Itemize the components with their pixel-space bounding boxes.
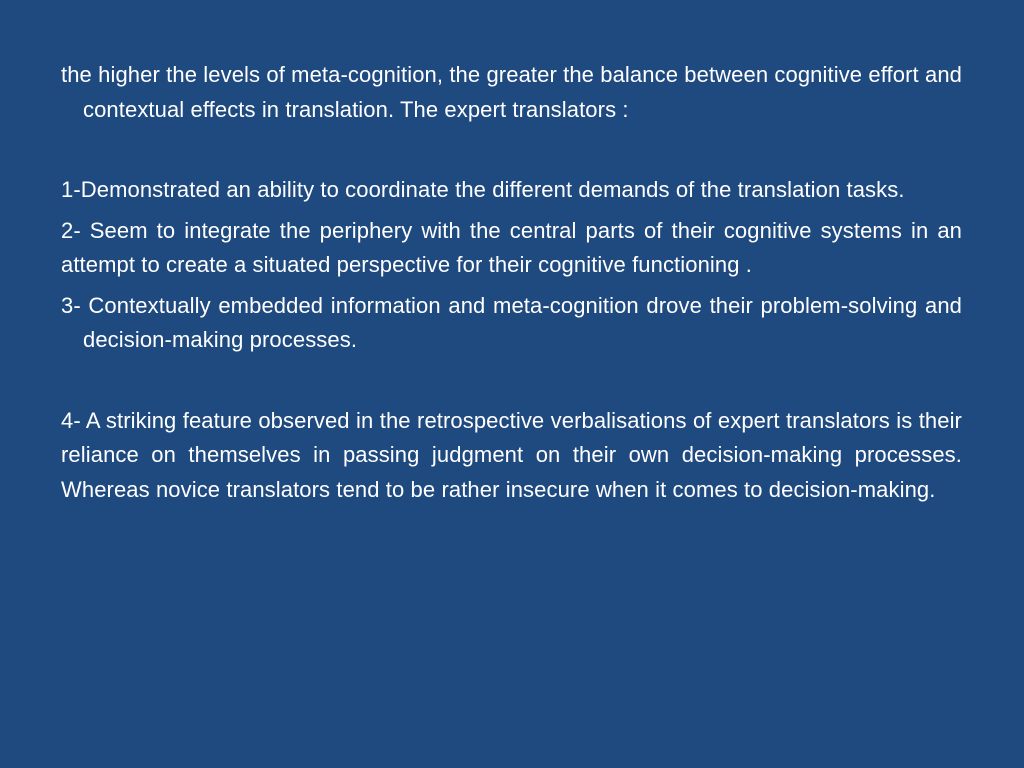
point-4: 4- A striking feature observed in the retrospective verbalisations of expert translators is their reliance on themselves in passing judgment on their own decision-making processes. Whereas novice translators tend to be rather insecure when it comes to decision-making. [61,407,962,502]
point-1: 1-Demonstrated an ability to coordinate the different demands of the translation tasks. [61,177,905,202]
intro-paragraph: the higher the levels of meta-cognition, the greater the balance between cognitive effort and contextual effects in translation. The expert translators : [61,62,962,122]
point-2: 2- Seem to integrate the periphery with the central parts of their cognitive systems in an attempt to create a situated perspective for their cognitive functioning . [61,217,962,277]
point-3: 3- Contextually embedded information and meta-cognition drove their problem-solving and decision-making processes. [61,292,962,352]
slide-content [61,58,962,507]
